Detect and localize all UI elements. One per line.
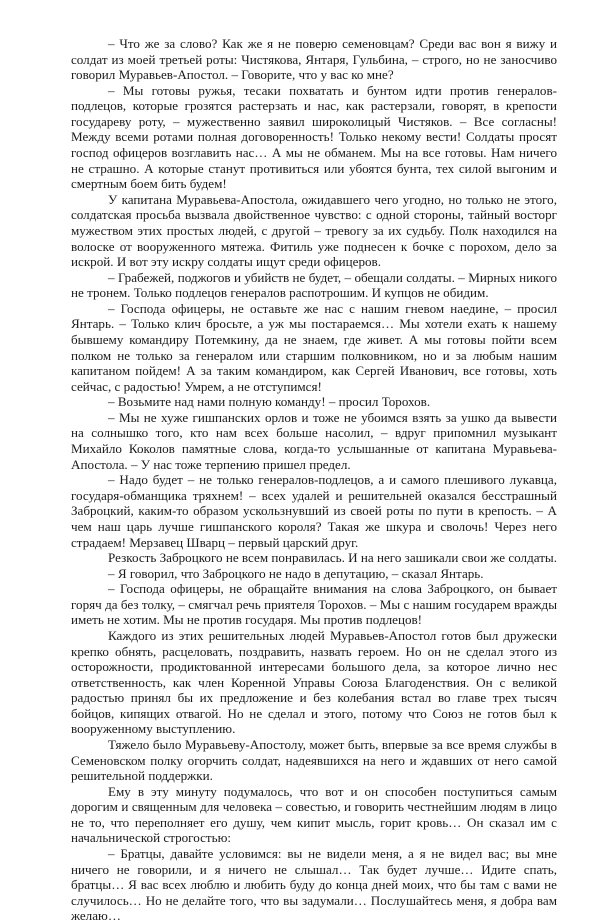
paragraph-4: – Грабежей, поджогов и убийств не будет, – обещали солдаты. – Мирных никого не тронем. Только подлецов генералов распотрошим. И купцов не обидим. [71,269,557,301]
paragraph-8: – Надо будет – не только генералов-подлецов, а и самого плешивого лукавца, государя-обманщика тряхнем! – всех удалей и решительней оказался бесстрашный Заброцкий, каким-то образом ускользнувший из своей роты по пути в крепость. – А чем наш царь лучше гишпанского короля? Такая же шкура и сволочь! Через него страдаем! Мерзавец Шварц – первый царский друг. [71,472,557,550]
document-page [71,36,557,924]
paragraph-15: – Братцы, давайте условимся: вы не видели меня, а я не видел вас; вы мне ничего не говорили, и я ничего не слышал… Так будет лучше… Идите спать, братцы… Я вас всех люблю и любить буду до конца дней моих, что бы там с вами не случилось… Но не делайте того, что вы задумали… Послушайтесь меня, я добра вам желаю… [71,846,557,924]
paragraph-11: – Господа офицеры, не обращайте внимания на слова Заброцкого, он бывает горяч да без толку, – смягчал речь приятеля Торохов. – Мы с нашим государем вражды иметь не хотим. Мы не против государя. Мы против подлецов! [71,581,557,628]
paragraph-2: – Мы готовы ружья, тесаки похватать и бунтом идти против генералов-подлецов, которые грозятся растерзать и нас, как растерзали, говорят, в крепости государеву роту, – мужественно заявил широколицый Чистяков. – Все согласны! Между всеми ротами полная договоренность! Только некому вести! Солдаты просят господ офицеров возглавить нас… А мы не обманем. Мы на все готовы. Нам ничего не страшно. А которые станут противиться или убоятся бунта, тех силой выгоним и смертным боем бить будем! [71,82,557,192]
paragraph-7: – Мы не хуже гишпанских орлов и тоже не убоимся взять за ушко да вывести на солнышко того, кто нам всех больше насолил, – вдруг припомнил музыкант Михайло Коколов памятные слова, когда-то услышанные от капитана Муравьева-Апостола. – У нас тоже терпению пришел предел. [71,409,557,472]
paragraph-1: – Что же за слово? Как же я не поверю семеновцам? Среди вас вон я вижу и солдат из моей третьей роты: Чистякова, Янтаря, Гульбина, – строго, но не заносчиво говорил Муравьев-Апостол. – Говорите, что у вас ко мне? [71,36,557,83]
paragraph-3: У капитана Муравьева-Апостола, ожидавшего чего угодно, но только не этого, солдатская просьба вызвала двойственное чувство: с одной стороны, тайный восторг мужеством этих простых людей, с другой – тревогу за их судьбу. Полк находился на волоске от вооруженного мятежа. Фитиль уже поднесен к бочке с порохом, дело за искрой. И вот эту искру солдаты ищут среди офицеров. [71,191,557,270]
paragraph-13: Тяжело было Муравьеву-Апостолу, может быть, впервые за все время службы в Семеновском полку огорчить солдат, надеявшихся на него и ждавших от него самой решительной поддержки. [71,737,557,784]
paragraph-5: – Господа офицеры, не оставьте же нас с нашим гневом наедине, – просил Янтарь. – Только клич бросьте, а уж мы постараемся… Мы хотели ехать к нашему бывшему командиру Потемкину, да не знаем, где живет. А мы готовы пойти всем полком не только за генералом или старшим полковником, но и за любым нашим капитаном пойдем! А за таким командиром, как Сергей Иванович, все готовы, хоть сейчас, с радостью! Умрем, а не отступимся! [71,300,557,394]
paragraph-6: – Возьмите над нами полную команду! – просил Торохов. [108,394,431,410]
paragraph-10: – Я говорил, что Заброцкого не надо в депутацию, – сказал Янтарь. [108,565,484,581]
paragraph-9: Резкость Заброцкого не всем понравилась. И на него зашикали свои же солдаты. [108,550,557,566]
paragraph-12: Каждого из этих решительных людей Муравьев-Апостол готов был дружески крепко обнять, расцеловать, поздравить, назвать героем. Но он не сделал этого из осторожности, продиктованной интересами большого дела, за которое лично нес ответственность, как член Коренной Управы Союза Благоденствия. Он с великой радостью принял бы их предложение и без колебания встал во главе трех тысяч бойцов, кипящих отвагой. Но не сделал и этого, потому что Союз не готов был к вооруженному выступлению. [71,627,557,737]
paragraph-14: Ему в эту минуту подумалось, что вот и он способен поступиться самым дорогим и священным для человека – совестью, и говорить честнейшим людям в лицо не то, что переполняет его душу, чем кипит мысль, горит кровь… Он сказал им с начальнической строгостью: [71,783,557,846]
